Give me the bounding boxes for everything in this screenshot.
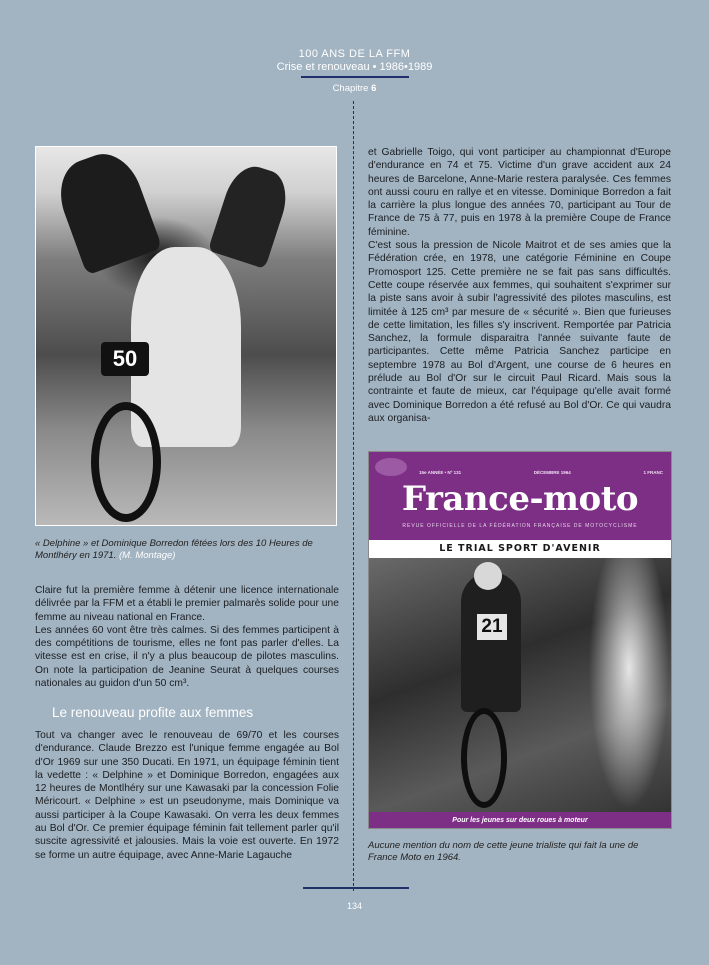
photo1-caption [35, 538, 345, 561]
left-paragraphs-top [35, 584, 339, 690]
left-paragraph-1: Claire fut la première femme à détenir une licence internationale délivrée par la FFM et a établi le premier palmarès solide pour une femme au niveau national en France. [35, 585, 339, 623]
photo-delphine-borredon [35, 146, 337, 526]
trial-rider-figure [461, 572, 521, 712]
photo1-caption-text: « Delphine » et Dominique Borredon fêtées lors des 10 Heures de Montlhéry en 1971. [35, 538, 313, 561]
cover-issue-line [419, 470, 663, 475]
bouquet-left [50, 145, 163, 276]
page-number: 134 [346, 901, 363, 911]
right-paragraphs [368, 146, 671, 425]
chapter-label [0, 83, 709, 94]
cover-brand: France-moto [401, 479, 639, 519]
right-paragraph-1: et Gabrielle Toigo, qui vont participer au championnat d'Europe d'endurance en 74 et 75. Victime d'un grave accident aux 24 heures de Barcelone, Anne-Marie restera paralysée. Ces femmes ont aussi couru en rallye et en vitesse. Dominique Borredon a fait la carrière la plus longue des années 70, participant au Tour de France de 75 à 77, puis en 1978 à la première Coupe de France féminine. [368, 147, 671, 238]
bouquet-right [208, 160, 294, 269]
cover-headline: LE TRIAL SPORT D'AVENIR [369, 540, 671, 558]
left-paragraph-3: Tout va changer avec le renouveau de 69/70 et les courses d'endurance. Claude Brezzo est l'unique femme engagée au Bol d'Or 1969 sur une 350 Ducati. En 1971, un équipage féminin tient la vedette : « Delphine » et Dominique Borredon, engagées aux 12 heures de Montlhéry sur une Kawasaki par la concession Folie Méricourt. « Delphine » est un pseudonyme, mais Dominique va aussi participer à la Coupe Kawasaki. On verra les deux femmes au Bol d'Or. Ce premier équipage féminin fait tellement parler qu'il suscite agressivité et jalousies. Mais la voie est ouverte. En 1972 se forme un autre équipage, avec Anne-Marie Lagauche [35, 730, 339, 861]
cover-price: 1 FRANC [643, 470, 663, 475]
header-title: 100 ANS DE LA FFM [298, 48, 411, 60]
header-rule [301, 76, 409, 78]
trial-rider-helmet [474, 562, 502, 590]
race-number-plate: 50 [101, 342, 149, 376]
cover-bottom-banner: Pour les jeunes sur deux roues à moteur [369, 812, 671, 829]
chapter-number: 6 [371, 83, 377, 94]
right-paragraph-2: C'est sous la pression de Nicole Maitrot et de ses amies que la Fédération crée, en 1978, une catégorie Féminine en Coupe Promosport 125. Cette première ne se fait pas sans difficultés. Cette coupe réservée aux femmes, qui souhaitent s'exprimer sur la piste sans avoir à subir l'agressivité des pilotes masculins, est limitée à 125 cm³ par mesure de « sécurité ». Bien que furieuses de cette limitation, les filles s'y inscrivent. Remportée par Patricia Sanchez, la formule disparaitra l'année suivante faute de participantes. Cette même Patricia Sanchez participe en septembre 1978 au Bol d'Argent, une course de 6 heures en prélude au Bol d'Or sur le circuit Paul Ricard. Mais sous la contrainte et faute de mieux, car l'équipage qu'elle avait formé avec Dominique Borredon a été refusé au Bol d'Or. Ce qui vaudra aux organisa- [368, 240, 671, 424]
cover-issue: 15e ANNÉE • Nº 131 [419, 470, 462, 475]
header-subtitle: Crise et renouveau • 1986•1989 [276, 61, 433, 73]
footer-rule [303, 887, 409, 889]
trial-rider-number: 21 [477, 614, 507, 640]
cover-tagline: REVUE OFFICIELLE DE LA FÉDÉRATION FRANÇAISE DE MOTOCYCLISME [402, 523, 638, 529]
cover-photo-trial-rider [369, 558, 671, 812]
cover-caption: Aucune mention du nom de cette jeune trialiste qui fait la une de France Moto en 1964. [368, 840, 639, 863]
motorcycle-wheel [91, 402, 161, 522]
page-header [0, 48, 709, 94]
cover-date: DÉCEMBRE 1964 [533, 470, 571, 475]
column-divider [353, 101, 354, 891]
trial-bike-wheel [461, 708, 507, 808]
left-paragraph-2: Les années 60 vont être très calmes. Si des femmes participent à des compétitions de tourisme, elles ne font pas parler d'elles. La vitesse est en crise, il n'y a plus beaucoup de pilotes masculins. On note la participation de Jeanine Seurat à quelques courses nationales au guidon d'un 50 cm³. [35, 624, 339, 690]
section-subheading: Le renouveau profite aux femmes [52, 705, 254, 720]
chapter-word: Chapitre [332, 83, 369, 94]
photo1-credit: (M. Montage) [118, 549, 176, 561]
ffm-logo-icon [375, 458, 407, 476]
france-moto-cover [368, 451, 672, 829]
